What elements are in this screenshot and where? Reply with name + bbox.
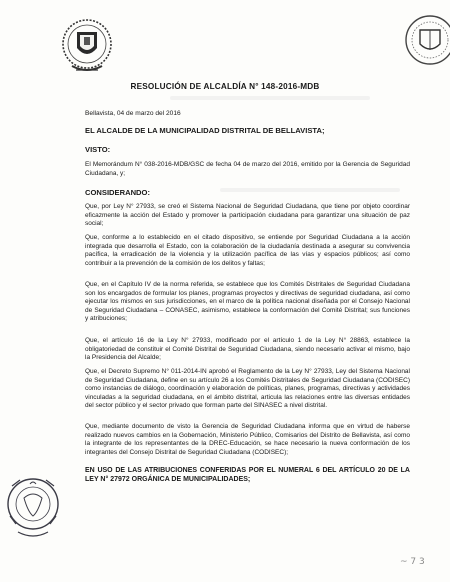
document-date: Bellavista, 04 de marzo del 2016 (85, 110, 181, 117)
national-emblem-seal (396, 10, 450, 80)
considerando-paragraph: Que, el Decreto Supremo N° 011-2014-IN aprobó el Reglamento de la Ley N° 27933, Ley del Sistema Nacional de Seguridad Ciudadana, define en su artículo 26 a los Comités Distritales de Seguridad Ciudadana (CODISEC) como instancias de diálogo, coordinación y elaboración de políticas, planes, programas, directivas y actividades vinculadas a la seguridad ciudadana, en el ámbito distrital, articula las relaciones entre las diversas entidades del sector público y el sector privado que forman parte del SINASEC a nivel distrital. (85, 368, 410, 409)
considerando-paragraph: Que, en el Capítulo IV de la norma referida, se establece que los Comités Distritales de Seguridad Ciudadana son los encargados de formular los planes, programas proyectos y directivas de seguridad ciudadana, así como ejecutar los mismos en sus jurisdicciones, en el marco de la política nacional diseñada por el Consejo Nacional de Seguridad Ciudadana – CONASEC, asimismo, establece la conformación del Comité Distrital; sus funciones y atribuciones; (85, 281, 410, 322)
considerando-heading: CONSIDERANDO: (85, 188, 150, 197)
municipal-coat-of-arms-seal (58, 14, 116, 84)
paper-bleed-through (220, 188, 400, 192)
visto-paragraph: El Memorándum N° 038-2016-MDB/GSC de fecha 04 de marzo del 2016, emitido por la Gerencia de Seguridad Ciudadana, y; (85, 161, 410, 177)
considerando-paragraph: Que, el artículo 16 de la Ley N° 27933, modificado por el artículo 1 de la Ley N° 28863, establece la obligatoriedad de constituir el Comité Distrital de Seguridad Ciudadana, siendo necesario activar el mismo, bajo la Presidencia del Alcalde; (85, 337, 410, 361)
authority-heading: EL ALCALDE DE LA MUNICIPALIDAD DISTRITAL DE BELLAVISTA; (85, 126, 325, 135)
handwritten-folio-mark: ~ 7 3 (400, 557, 425, 567)
visto-heading: VISTO: (85, 145, 111, 154)
paper-bleed-through (170, 96, 370, 100)
considerando-paragraph: Que, conforme a lo establecido en el citado dispositivo, se entiende por Seguridad Ciudadana a la acción integrada que desarrolla el Estado, con la colaboración de la ciudadanía destinada a asegurar su convivencia pacífica, la erradicación de la violencia y la utilización pacífica de las vías y espacios públicos; así como contribuir a la prevención de la comisión de los delitos y faltas; (85, 234, 410, 267)
considerando-paragraph: Que, por Ley N° 27933, se creó el Sistema Nacional de Seguridad Ciudadana, que tiene por objeto coordinar eficazmente la acción del Estado y promover la participación ciudadana para garantizar una situación de paz social; (85, 203, 410, 227)
considerando-paragraph: Que, mediante documento de visto la Gerencia de Seguridad Ciudadana informa que en virtud de haberse realizado nuevos cambios en la Gobernación, Ministerio Público, Comisarios del Distrito de Bellavista, así como la integrante de los representantes de la DREC-Educación, se hace necesario la nueva conformación de los integrantes del Consejo Distrital de Seguridad Ciudadana (CODISEC); (85, 423, 410, 456)
legal-basis-clause: EN USO DE LAS ATRIBUCIONES CONFERIDAS POR EL NUMERAL 6 DEL ARTÍCULO 20 DE LA LEY N° 27972 ORGÁNICA DE MUNICIPALIDADES; (85, 467, 410, 483)
resolution-title: RESOLUCIÓN DE ALCALDÍA N° 148-2016-MDB (130, 82, 320, 91)
official-circular-stamp (4, 468, 62, 544)
